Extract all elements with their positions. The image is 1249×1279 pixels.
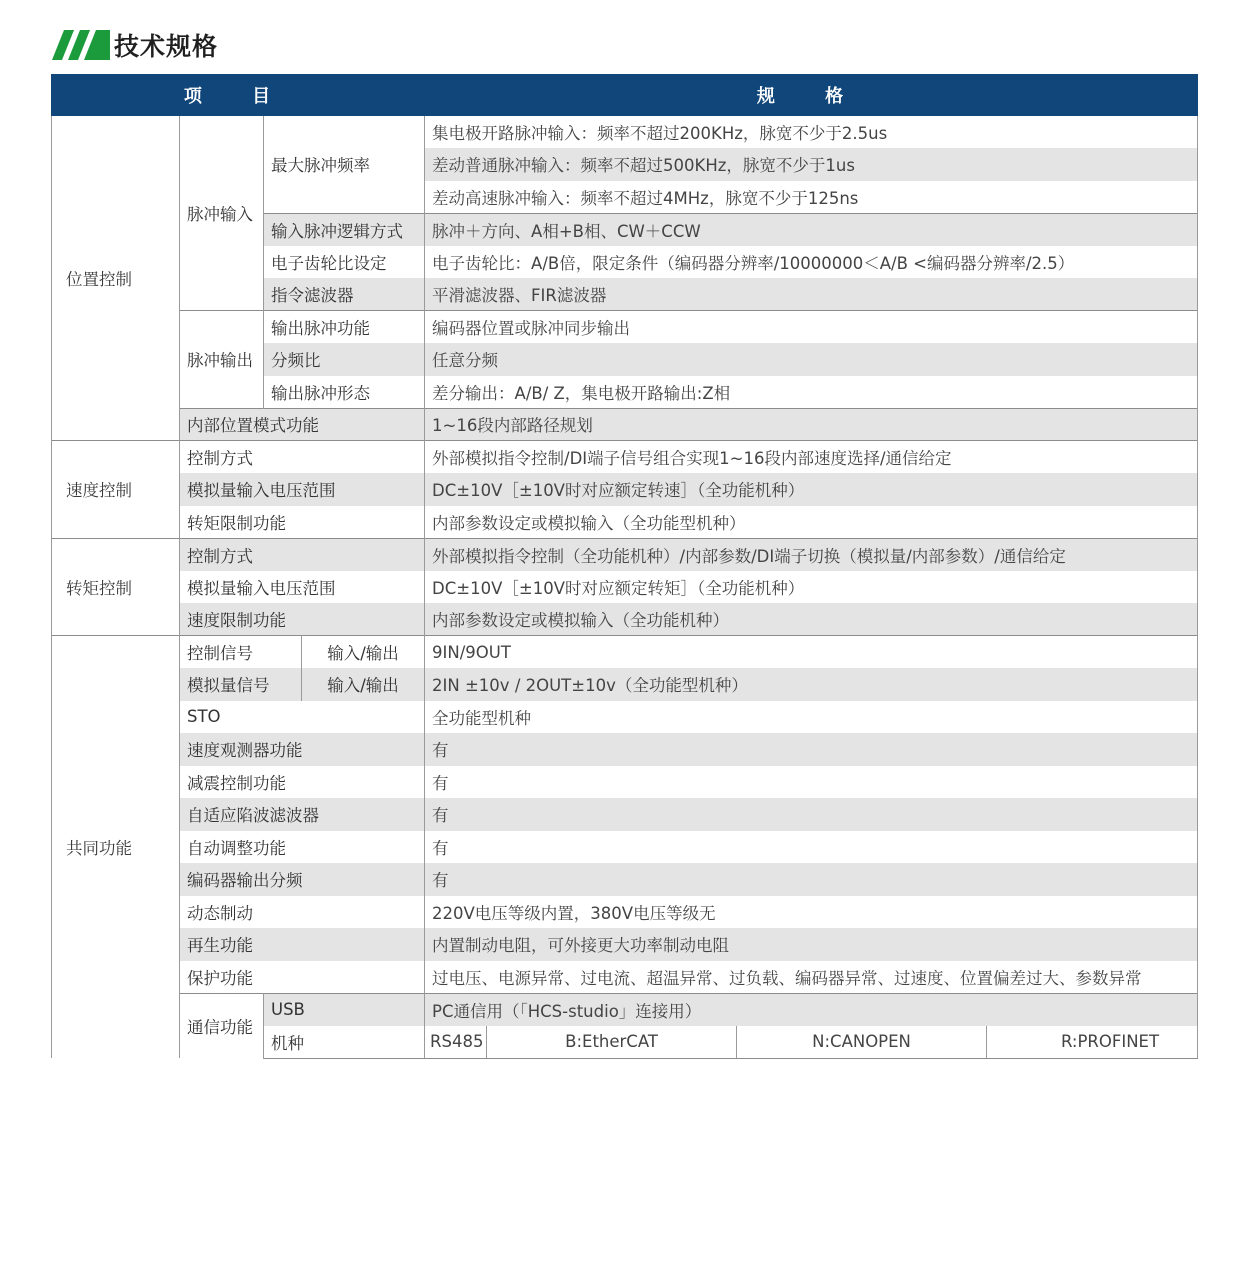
value-speed-2: 内部参数设定或模拟输入（全功能型机种）: [425, 506, 1198, 539]
header-spec: 规 格: [425, 75, 1198, 116]
table-header-row: [52, 75, 1198, 116]
table-row: [52, 116, 1198, 149]
label-torque-1: 模拟量输入电压范围: [180, 571, 425, 604]
label-common-5: 编码器输出分频: [180, 863, 425, 896]
value-max-freq-1: 集电极开路脉冲输入：频率不超过200KHz，脉宽不少于2.5us: [425, 116, 1198, 149]
label-torque-2: 速度限制功能: [180, 603, 425, 636]
table-row: [52, 473, 1198, 506]
page-title-block: [52, 28, 218, 62]
label-usb: USB: [264, 993, 425, 1026]
value-common-0: 全功能型机种: [425, 701, 1198, 734]
value-common-8: 过电压、电源异常、过电流、超温异常、过负载、编码器异常、过速度、位置偏差过大、参数异常: [425, 961, 1198, 994]
table-row: [52, 636, 1198, 669]
value-common-5: 有: [425, 863, 1198, 896]
category-position: 位置控制: [52, 116, 180, 441]
table-row: [52, 571, 1198, 604]
group-pulse-input: 脉冲输入: [180, 116, 264, 311]
value-ctrl-signal: 9IN/9OUT: [425, 636, 1198, 669]
label-common-4: 自动调整功能: [180, 831, 425, 864]
category-common: 共同功能: [52, 636, 180, 1059]
label-logic: 输入脉冲逻辑方式: [264, 213, 425, 246]
label-common-1: 速度观测器功能: [180, 733, 425, 766]
value-torque-2: 内部参数设定或模拟输入（全功能机种）: [425, 603, 1198, 636]
value-common-6: 220V电压等级内置，380V电压等级无: [425, 896, 1198, 929]
value-out-func: 编码器位置或脉冲同步输出: [425, 311, 1198, 344]
label-max-freq: 最大脉冲频率: [264, 116, 425, 214]
group-comm: 通信功能: [180, 993, 264, 1058]
label-ctrl-signal-io: 输入/输出: [302, 636, 425, 669]
value-common-2: 有: [425, 766, 1198, 799]
value-div: 任意分频: [425, 343, 1198, 376]
value-common-3: 有: [425, 798, 1198, 831]
table-row: [52, 441, 1198, 474]
table-row: [52, 798, 1198, 831]
label-common-8: 保护功能: [180, 961, 425, 994]
value-speed-1: DC±10V［±10V时对应额定转速］（全功能机种）: [425, 473, 1198, 506]
label-analog-signal: 模拟量信号: [180, 668, 302, 701]
label-model: 机种: [264, 1026, 425, 1059]
table-row: [52, 538, 1198, 571]
value-common-7: 内置制动电阻，可外接更大功率制动电阻: [425, 928, 1198, 961]
page-title: 技术规格: [114, 32, 219, 61]
value-out-form: 差分输出：A/B/ Z，集电极开路输出:Z相: [425, 376, 1198, 409]
model-canopen: N:CANOPEN: [737, 1026, 987, 1059]
table-row: [52, 408, 1198, 441]
label-analog-signal-io: 输入/输出: [302, 668, 425, 701]
table-row: [52, 701, 1198, 734]
value-common-1: 有: [425, 733, 1198, 766]
value-analog-signal: 2IN ±10v / 2OUT±10v（全功能型机种）: [425, 668, 1198, 701]
label-ctrl-signal: 控制信号: [180, 636, 302, 669]
label-speed-0: 控制方式: [180, 441, 425, 474]
table-row: [52, 506, 1198, 539]
table-row: [52, 603, 1198, 636]
table-row: [52, 961, 1198, 994]
table-row: [52, 668, 1198, 701]
spec-table: [51, 74, 1198, 1059]
label-common-2: 减震控制功能: [180, 766, 425, 799]
table-row: [52, 766, 1198, 799]
brand-stripes-icon: [52, 30, 110, 60]
value-filter: 平滑滤波器、FIR滤波器: [425, 278, 1198, 311]
table-row: [52, 993, 1198, 1026]
label-out-func: 输出脉冲功能: [264, 311, 425, 344]
table-row: [52, 831, 1198, 864]
value-max-freq-2: 差动普通脉冲输入：频率不超过500KHz，脉宽不少于1us: [425, 148, 1198, 181]
label-speed-2: 转矩限制功能: [180, 506, 425, 539]
value-torque-1: DC±10V［±10V时对应额定转矩］（全功能机种）: [425, 571, 1198, 604]
label-out-form: 输出脉冲形态: [264, 376, 425, 409]
model-ethercat: B:EtherCAT: [487, 1026, 737, 1059]
label-filter: 指令滤波器: [264, 278, 425, 311]
model-rs485: RS485: [425, 1026, 487, 1059]
value-common-4: 有: [425, 831, 1198, 864]
label-common-6: 动态制动: [180, 896, 425, 929]
category-torque: 转矩控制: [52, 538, 180, 636]
category-speed: 速度控制: [52, 441, 180, 539]
value-gear: 电子齿轮比：A/B倍，限定条件（编码器分辨率/10000000＜A/B <编码器分辨率/2.5）: [425, 246, 1198, 279]
label-common-0: STO: [180, 701, 425, 734]
table-row: [52, 863, 1198, 896]
table-row: [52, 311, 1198, 344]
header-item: 项 目: [52, 75, 425, 116]
value-usb: PC通信用（「HCS-studio」连接用）: [425, 993, 1198, 1026]
table-row: [52, 733, 1198, 766]
label-internal: 内部位置模式功能: [180, 408, 425, 441]
label-common-7: 再生功能: [180, 928, 425, 961]
value-speed-0: 外部模拟指令控制/DI端子信号组合实现1~16段内部速度选择/通信给定: [425, 441, 1198, 474]
value-logic: 脉冲＋方向、A相+B相、CW＋CCW: [425, 213, 1198, 246]
value-torque-0: 外部模拟指令控制（全功能机种）/内部参数/DI端子切换（模拟量/内部参数）/通信给定: [425, 538, 1198, 571]
label-div: 分频比: [264, 343, 425, 376]
label-common-3: 自适应陷波滤波器: [180, 798, 425, 831]
value-internal: 1~16段内部路径规划: [425, 408, 1198, 441]
group-pulse-output: 脉冲输出: [180, 311, 264, 409]
label-torque-0: 控制方式: [180, 538, 425, 571]
label-speed-1: 模拟量输入电压范围: [180, 473, 425, 506]
table-row: [52, 896, 1198, 929]
table-row: [52, 928, 1198, 961]
value-max-freq-3: 差动高速脉冲输入：频率不超过4MHz，脉宽不少于125ns: [425, 181, 1198, 214]
label-gear: 电子齿轮比设定: [264, 246, 425, 279]
model-profinet: R:PROFINET: [987, 1026, 1198, 1059]
